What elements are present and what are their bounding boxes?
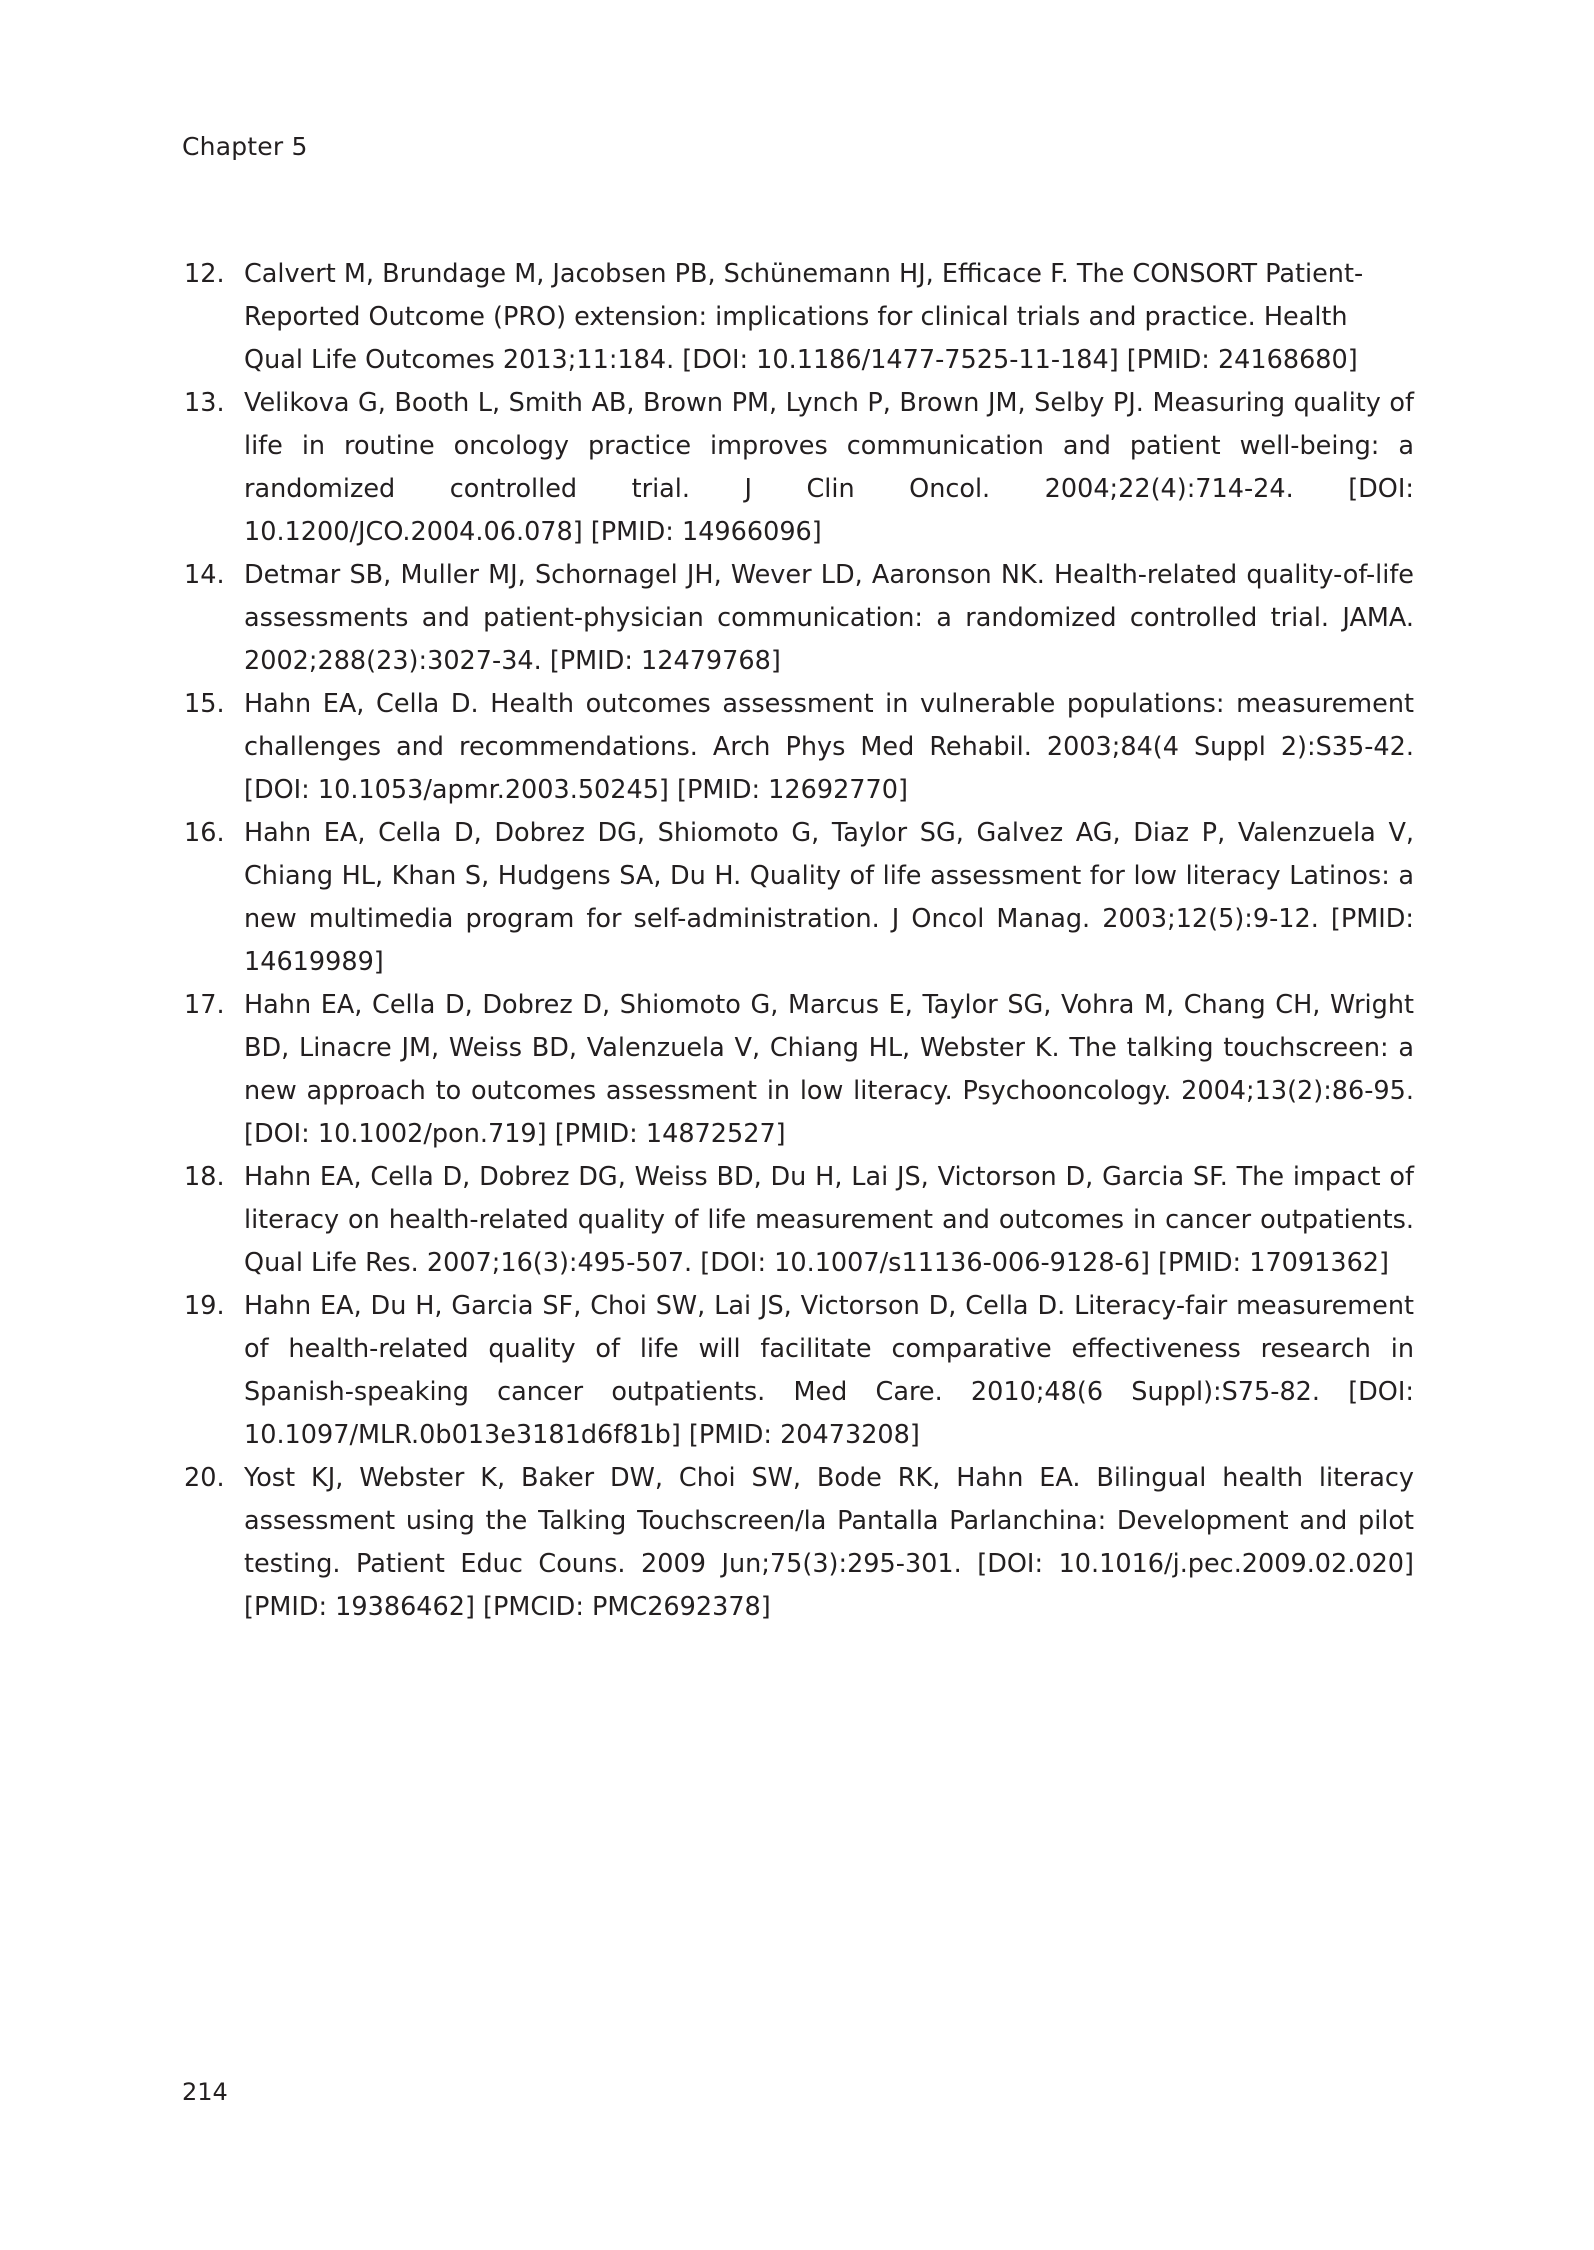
- reference-text: Hahn EA, Cella D, Dobrez DG, Shiomoto G, Taylor SG, Galvez AG, Diaz P, Valenzuela V, Chiang HL, Khan S, Hudgens SA, Du H. Quality of life assessment for low literacy Latinos: a new multimedia program for self-administration. J Oncol Manag. 2003;12(5):9-12. [PMID: 14619989]: [244, 818, 1414, 977]
- reference-number: 14.: [184, 560, 225, 590]
- reference-list: [182, 253, 1414, 1629]
- reference-text: Hahn EA, Cella D, Dobrez DG, Weiss BD, Du H, Lai JS, Victorson D, Garcia SF. The impact of literacy on health-related quality of life measurement and outcomes in cancer outpatients. Qual Life Res. 2007;16(3):495-507. [DOI: 10.1007/s11136-006-9128-6] [PMID: 17091362]: [244, 1162, 1414, 1278]
- reference-text: Detmar SB, Muller MJ, Schornagel JH, Wever LD, Aaronson NK. Health-related quality-of-life assessments and patient-physician communication: a randomized controlled trial. JAMA. 2002;288(23):3027-34. [PMID: 12479768]: [244, 560, 1414, 676]
- reference-number: 13.: [184, 388, 225, 418]
- list-item: [182, 253, 1414, 382]
- list-item: [182, 1156, 1414, 1285]
- list-item: [182, 1285, 1414, 1457]
- reference-text: Yost KJ, Webster K, Baker DW, Choi SW, Bode RK, Hahn EA. Bilingual health literacy assessment using the Talking Touchscreen/la Pantalla Parlanchina: Development and pilot testing. Patient Educ Couns. 2009 Jun;75(3):295-301. [DOI: 10.1016/j.pec.2009.02.020] [PMID: 19386462] [PMCID: PMC2692378]: [244, 1463, 1414, 1622]
- reference-number: 20.: [184, 1463, 225, 1493]
- reference-number: 17.: [184, 990, 225, 1020]
- reference-number: 16.: [184, 818, 225, 848]
- chapter-header: Chapter 5: [182, 132, 308, 161]
- list-item: [182, 1457, 1414, 1629]
- reference-text: Velikova G, Booth L, Smith AB, Brown PM, Lynch P, Brown JM, Selby PJ. Measuring quality of life in routine oncology practice improves communication and patient well-being: a randomized controlled trial. J Clin Oncol. 2004;22(4):714-24. [DOI: 10.1200/JCO.2004.06.078] [PMID: 14966096]: [244, 388, 1414, 547]
- list-item: [182, 554, 1414, 683]
- reference-number: 18.: [184, 1162, 225, 1192]
- list-item: [182, 382, 1414, 554]
- page-number: 214: [182, 2078, 228, 2106]
- reference-text: Hahn EA, Du H, Garcia SF, Choi SW, Lai JS, Victorson D, Cella D. Literacy-fair measurement of health-related quality of life will facilitate comparative effectiveness research in Spanish-speaking cancer outpatients. Med Care. 2010;48(6 Suppl):S75-82. [DOI: 10.1097/MLR.0b013e3181d6f81b] [PMID: 20473208]: [244, 1291, 1414, 1450]
- reference-number: 15.: [184, 689, 225, 719]
- reference-number: 12.: [184, 259, 225, 289]
- list-item: [182, 984, 1414, 1156]
- reference-number: 19.: [184, 1291, 225, 1321]
- reference-text: Hahn EA, Cella D, Dobrez D, Shiomoto G, Marcus E, Taylor SG, Vohra M, Chang CH, Wright BD, Linacre JM, Weiss BD, Valenzuela V, Chiang HL, Webster K. The talking touchscreen: a new approach to outcomes assessment in low literacy. Psychooncology. 2004;13(2):86-95. [DOI: 10.1002/pon.719] [PMID: 14872527]: [244, 990, 1414, 1149]
- reference-text: Calvert M, Brundage M, Jacobsen PB, Schünemann HJ, Efficace F. The CONSORT Patient-Reported Outcome (PRO) extension: implications for clinical trials and practice. Health Qual Life Outcomes 2013;11:184. [DOI: 10.1186/1477-7525-11-184] [PMID: 24168680]: [244, 259, 1364, 375]
- reference-text: Hahn EA, Cella D. Health outcomes assessment in vulnerable populations: measurement challenges and recommendations. Arch Phys Med Rehabil. 2003;84(4 Suppl 2):S35-42. [DOI: 10.1053/apmr.2003.50245] [PMID: 12692770]: [244, 689, 1414, 805]
- list-item: [182, 683, 1414, 812]
- list-item: [182, 812, 1414, 984]
